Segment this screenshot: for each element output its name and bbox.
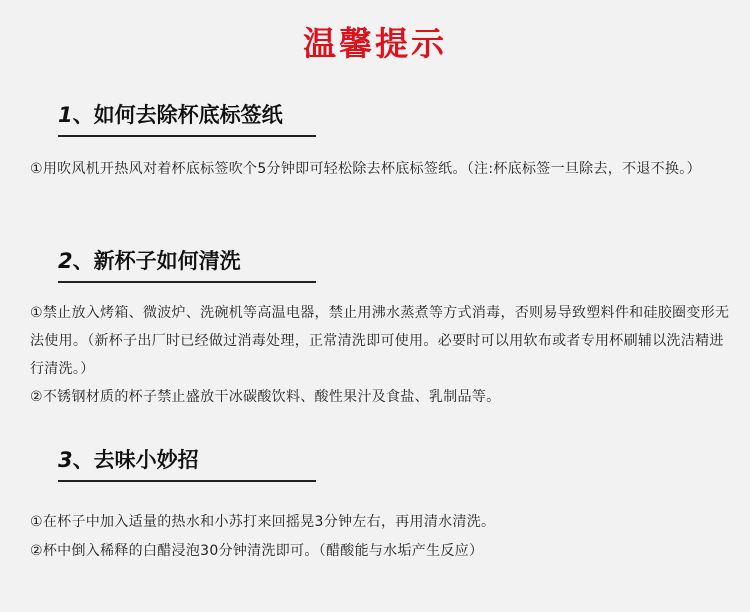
section-1-number: 1 [58, 103, 73, 127]
section-3-heading [58, 445, 316, 482]
section-2-paragraph-2: ②不锈钢材质的杯子禁止盛放干冰碳酸饮料、酸性果汁及食盐、乳制品等。 [30, 389, 501, 405]
section-2-heading [58, 246, 316, 283]
section-2-paragraph-1: ①禁止放入烤箱、微波炉、洗碗机等高温电器，禁止用沸水蒸煮等方式消毒，否则易导致塑料件和硅胶圈变形无法使用。（新杯子出厂时已经做过消毒处理，正常清洗即可使用。必要时可以用软布或者专用杯刷辅以洗洁精进行清洗。） [30, 305, 730, 377]
section-3-number: 3 [58, 448, 73, 472]
section-3-title: 、去味小妙招 [72, 448, 199, 472]
section-2-number: 2 [58, 249, 73, 273]
section-1-heading [58, 100, 316, 137]
section-2-title: 、新杯子如何清洗 [72, 249, 241, 273]
page-title: 温馨提示 [303, 24, 447, 63]
section-3-paragraph-2: ②杯中倒入稀释的白醋浸泡30分钟清洗即可。（醋酸能与水垢产生反应） [30, 543, 484, 559]
section-3-paragraph-1: ①在杯子中加入适量的热水和小苏打来回摇晃3分钟左右，再用清水清洗。 [30, 514, 496, 530]
section-1-title: 、如何去除杯底标签纸 [72, 103, 283, 127]
section-1-paragraph-1: ①用吹风机开热风对着杯底标签吹个5分钟即可轻松除去杯底标签纸。（注:杯底标签一旦除去，不退不换。） [30, 161, 701, 177]
